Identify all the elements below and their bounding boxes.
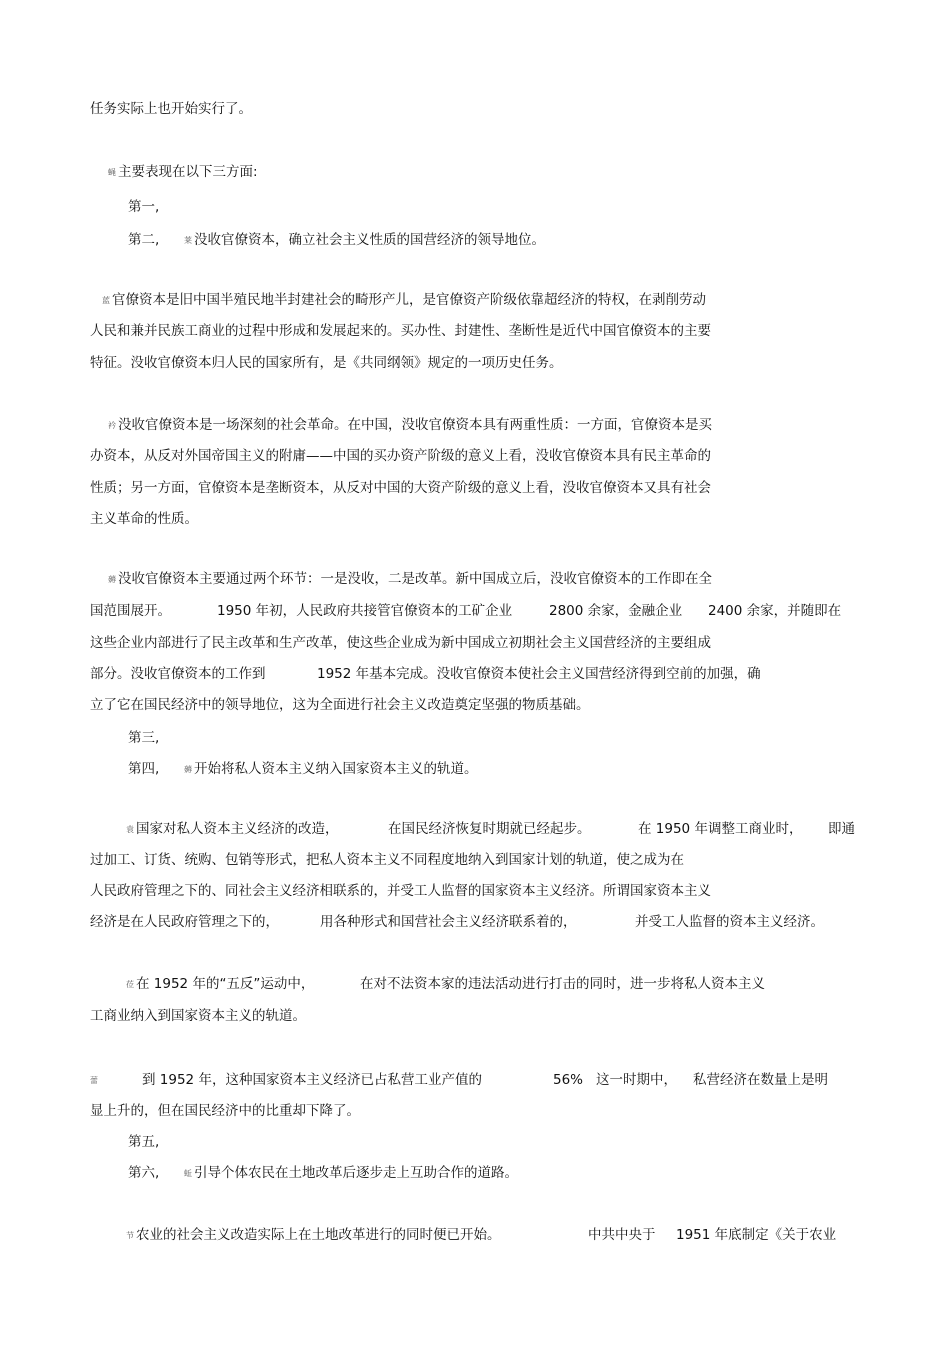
list-item: 第二, <box>128 232 160 248</box>
paragraph-line: 56% <box>553 1072 584 1088</box>
glyph-marker: 袁 <box>126 825 134 834</box>
list-item: 第一, <box>128 199 160 215</box>
list-item-text: 薅 开始将私人资本主义纳入国家资本主义的轨道。 <box>184 761 478 777</box>
paragraph-line: 过加工、订货、统购、包销等形式，把私人资本主义不同程度地纳入到国家计划的轨道，使之成为在 <box>90 852 684 868</box>
paragraph-line: 2800 余家，金融企业 <box>549 603 683 619</box>
paragraph-line <box>90 1071 100 1090</box>
paragraph-line: 1951 年底制定《关于农业 <box>676 1227 837 1243</box>
paragraph-line: 人民和兼并民族工商业的过程中形成和发展起来的。买办性、封建性、垄断性是近代中国官僚资本的主要 <box>90 323 711 339</box>
paragraph-line: 主义革命的性质。 <box>90 511 198 527</box>
glyph-marker: 莱 <box>184 236 192 245</box>
paragraph-line: 2400 余家，并随即在 <box>708 603 842 619</box>
paragraph-line: 工商业纳入到国家资本主义的轨道。 <box>90 1008 306 1024</box>
paragraph-line: 即通 <box>828 821 855 837</box>
paragraph-line: 经济是在人民政府管理之下的， <box>90 914 279 930</box>
paragraph-line: 人民政府管理之下的、同社会主义经济相联系的，并受工人监督的国家资本主义经济。所谓国家资本主义 <box>90 883 711 899</box>
paragraph-line: 在对不法资本家的违法活动进行打击的同时，进一步将私人资本主义 <box>360 976 765 992</box>
glyph-marker: 薅 <box>108 575 116 584</box>
paragraph-line: 性质；另一方面，官僚资本是垄断资本，从反对中国的大资产阶级的意义上看，没收官僚资本又具有社会 <box>90 480 711 496</box>
list-item: 第三, <box>128 730 160 746</box>
glyph-marker: 蕾 <box>90 1076 98 1085</box>
list-item-text: 莱 没收官僚资本，确立社会主义性质的国营经济的领导地位。 <box>184 232 545 248</box>
paragraph-line: 办资本，从反对外国帝国主义的附庸——中国的买办资产阶级的意义上看，没收官僚资本具有民主革命的 <box>90 448 711 464</box>
list-item-text: 蚯 引导个体农民在土地改革后逐步走上互助合作的道路。 <box>184 1165 518 1181</box>
paragraph-line: 薅 没收官僚资本主要通过两个环节：一是没收，二是改革。新中国成立后，没收官僚资本的工作即在全 <box>108 571 712 587</box>
glyph-marker: 节 <box>126 1231 134 1240</box>
paragraph-line: 并受工人监督的资本主义经济。 <box>635 914 824 930</box>
paragraph-line: 节 农业的社会主义改造实际上在土地改革进行的同时便已开始。 <box>126 1227 501 1243</box>
glyph-marker: 蚯 <box>184 1169 192 1178</box>
paragraph-line: 用各种形式和国营社会主义经济联系着的， <box>320 914 577 930</box>
glyph-marker: 蝇 <box>108 168 116 177</box>
paragraph-line: 蓝 官僚资本是旧中国半殖民地半封建社会的畸形产儿，是官僚资产阶级依靠超经济的特权，在剥削劳动 <box>102 292 706 308</box>
paragraph-line: 1952 年基本完成。没收官僚资本使社会主义国营经济得到空前的加强，确 <box>317 666 761 682</box>
paragraph-line: 1950 年初，人民政府共接管官僚资本的工矿企业 <box>217 603 513 619</box>
glyph-marker: 莅 <box>126 980 134 989</box>
paragraph-line: 私营经济在数量上是明 <box>693 1072 828 1088</box>
paragraph-line: 在 1950 年调整工商业时， <box>638 821 803 837</box>
list-item: 第五, <box>128 1134 160 1150</box>
paragraph-line: 中共中央于 <box>588 1227 656 1243</box>
paragraph-line: 立了它在国民经济中的领导地位，这为全面进行社会主义改造奠定坚强的物质基础。 <box>90 697 590 713</box>
paragraph-line: 这些企业内部进行了民主改革和生产改革，使这些企业成为新中国成立初期社会主义国营经济的主要组成 <box>90 635 711 651</box>
paragraph-line: 国范围展开。 <box>90 603 171 619</box>
paragraph-line: 莅 在 1952 年的“五反”运动中， <box>126 976 315 992</box>
glyph-marker: 蓝 <box>102 296 110 305</box>
paragraph-line: 这一时期中， <box>596 1072 677 1088</box>
list-item: 第四, <box>128 761 160 777</box>
list-item: 第六, <box>128 1165 160 1181</box>
paragraph-line: 到 1952 年，这种国家资本主义经济已占私营工业产值的 <box>142 1072 482 1088</box>
section-heading: 蝇 主要表现在以下三方面: <box>108 164 258 180</box>
glyph-marker: 薅 <box>184 765 192 774</box>
paragraph-line: 袁 国家对私人资本主义经济的改造， <box>126 821 339 837</box>
paragraph-line: 部分。没收官僚资本的工作到 <box>90 666 266 682</box>
paragraph-line: 衿 没收官僚资本是一场深刻的社会革命。在中国，没收官僚资本具有两重性质：一方面，官僚资本是买 <box>108 417 712 433</box>
paragraph-line: 显上升的，但在国民经济中的比重却下降了。 <box>90 1103 360 1119</box>
glyph-marker: 衿 <box>108 421 116 430</box>
paragraph-line: 特征。没收官僚资本归人民的国家所有，是《共同纲领》规定的一项历史任务。 <box>90 355 563 371</box>
text-line: 任务实际上也开始实行了。 <box>90 101 252 117</box>
paragraph-line: 在国民经济恢复时期就已经起步。 <box>388 821 591 837</box>
